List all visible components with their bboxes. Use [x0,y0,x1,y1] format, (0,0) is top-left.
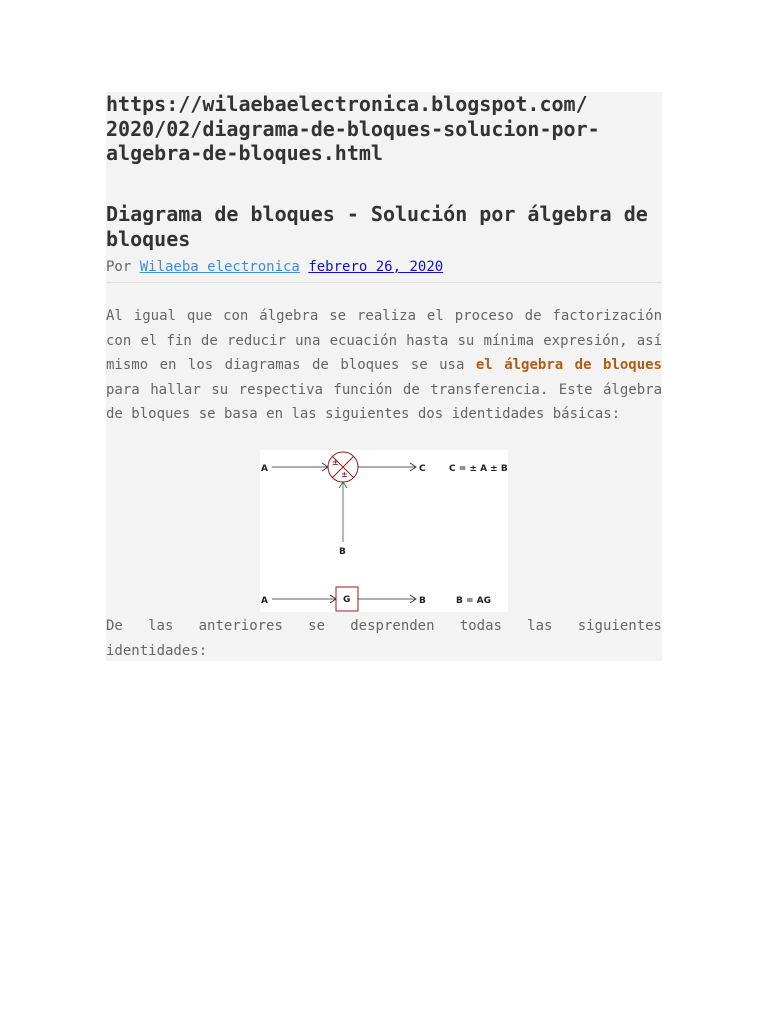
label-a-sum: A [261,464,268,474]
closing-paragraph [106,614,662,663]
post-panel [106,92,662,661]
post-byline [106,258,443,276]
label-g: G [343,595,351,605]
intro-text-start: Al igual que con álgebra se realiza el proceso de factorización con el fin de reducir una ecuación hasta su mínima expresión, así mismo en los diagramas de bloques se usa [106,308,662,373]
closing-line-1 [106,614,662,639]
date-link[interactable]: febrero 26, 2020 [308,259,444,275]
closing-word: anteriores [198,618,283,634]
closing-word: siguientes [577,618,662,634]
closing-word: todas [459,618,502,634]
identities-diagram [260,450,508,612]
intro-paragraph [106,304,662,427]
intro-highlight: el álgebra de bloques [475,357,662,373]
closing-word: las [527,618,553,634]
closing-line-2: identidades: [106,642,208,659]
sign-bottom: ± [341,470,348,479]
sign-top: ± [332,458,339,467]
label-b-sum: B [339,547,346,557]
block-algebra-figure [260,450,508,612]
byline-divider [106,282,662,283]
intro-text-end: para hallar su respectiva función de transferencia. Este álgebra de bloques se basa en las siguientes dos identidades básicas: [106,381,662,422]
closing-word: se [308,618,326,634]
url-line-1: https://wilaebaelectronica.blogspot.com/ [106,92,588,116]
closing-word: De [106,618,123,634]
label-c: C [419,464,426,474]
url-line-3: algebra-de-bloques.html [106,141,383,165]
label-a-block: A [261,596,268,606]
post-title: Diagrama de bloques - Solución por álgebra de bloques [106,202,648,251]
sum-equation: C = ± A ± B [449,464,508,474]
closing-word: desprenden [350,618,435,634]
author-link[interactable]: Wilaeba electronica [139,259,300,275]
closing-word: las [148,618,174,634]
source-url[interactable] [106,92,662,166]
byline-prefix: Por [106,259,140,275]
block-equation: B = AG [456,596,492,606]
label-b-block: B [419,596,426,606]
url-line-2: 2020/02/diagrama-de-bloques-solucion-por- [106,116,600,141]
